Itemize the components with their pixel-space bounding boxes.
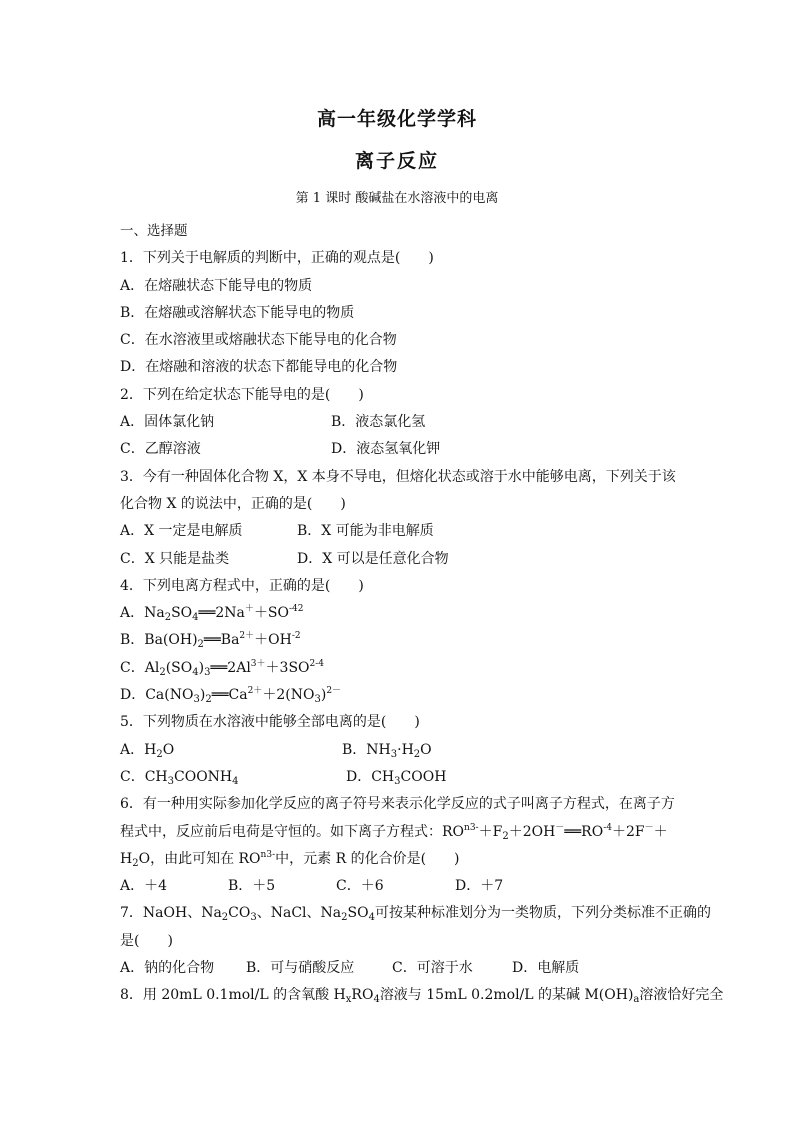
subscript: 4 xyxy=(373,994,380,1006)
subscript: 2 xyxy=(132,857,139,869)
formula-text: 溶液与 15mL 0.2mol/L 的某碱 M(OH) xyxy=(379,987,634,1004)
question-1-stem: 1．下列关于电解质的判断中，正确的观点是( ) xyxy=(120,250,434,267)
formula-text: B．NH xyxy=(342,741,391,758)
superscript: 2＋ xyxy=(239,631,255,642)
formula-text: 8．用 20mL 0.1mol/L 的含氧酸 H xyxy=(120,987,346,1004)
formula-text: D．Ca(NO xyxy=(120,687,194,704)
question-7-options xyxy=(120,955,680,982)
formula-text: COOH xyxy=(400,768,447,785)
superscript: n3- xyxy=(464,822,479,833)
formula-text: ) xyxy=(320,687,327,704)
formula-text: ) xyxy=(199,687,206,704)
subscript: 2 xyxy=(221,912,229,924)
formula-text: C．CH xyxy=(120,768,168,785)
question-5-options-row-1 xyxy=(120,737,680,764)
formula-text: C．Al xyxy=(120,659,160,676)
formula-text: ＋ xyxy=(653,823,668,840)
formula-text: O xyxy=(162,741,175,758)
formula-text: A．H xyxy=(120,741,157,758)
question-2-options-row-1 xyxy=(120,409,680,436)
question-6-option-d: D．＋7 xyxy=(455,878,504,895)
subscript: 3 xyxy=(394,775,401,787)
chapter-title: 离子反应 xyxy=(354,150,439,172)
question-3-option-d: D．X 可以是任意化合物 xyxy=(297,550,449,567)
question-5-option-c xyxy=(120,764,346,791)
subscript: 2 xyxy=(205,694,212,706)
subscript: 3 xyxy=(167,775,175,787)
formula-text: 可按某种标准划分为一类物质，下列分类标准不正确的 xyxy=(374,905,711,922)
question-body xyxy=(120,218,724,1010)
superscript: 2＋ xyxy=(247,686,263,697)
formula-text: H xyxy=(120,850,133,867)
subscript: 2 xyxy=(341,912,348,924)
question-7-stem-line-1 xyxy=(120,900,711,927)
question-4-option-a xyxy=(120,600,680,627)
question-1-option-b: B．在熔融或溶解状态下能导电的物质 xyxy=(120,304,355,321)
formula-text: ══RO xyxy=(564,823,604,840)
section-heading: 一、选择题 xyxy=(120,223,188,239)
formula-text: ══Ba xyxy=(203,632,240,649)
subscript: a xyxy=(633,994,640,1006)
question-2-options-row-2 xyxy=(120,436,680,463)
question-6-stem-line-3 xyxy=(120,846,680,873)
formula-text: ＋2OH xyxy=(508,823,556,840)
formula-text: O，由此可知在 RO xyxy=(138,850,261,867)
formula-text: ＋2(NO xyxy=(262,687,315,704)
formula-text: ══2Na xyxy=(198,605,245,622)
subscript: 4 xyxy=(192,612,199,624)
question-1-option-d: D．在熔融和溶液的状态下都能导电的化合物 xyxy=(120,359,398,376)
formula-text: 程式中，反应前后电荷是守恒的。如下离子方程式：RO xyxy=(120,823,465,840)
subscript: 2 xyxy=(197,639,204,651)
formula-text: ══Ca xyxy=(211,687,248,704)
question-6-stem-line-1: 6．有一种用实际参加化学反应的离子符号来表示化学反应的式子叫离子方程式，在离子方 xyxy=(120,796,675,813)
subscript: 4 xyxy=(232,775,239,787)
question-6-stem-line-2 xyxy=(120,819,680,846)
formula-text: COONH xyxy=(174,768,233,785)
question-3-option-c: C．X 只能是盐类 xyxy=(120,550,230,567)
question-3-options-row-2 xyxy=(120,546,680,573)
lesson-title: 第 1 课时 酸碱盐在水溶液中的电离 xyxy=(295,191,499,206)
superscript: 2-4 xyxy=(309,658,325,669)
question-4-option-b xyxy=(120,627,680,654)
formula-text: 、NaCl、Na xyxy=(256,905,342,922)
question-4-option-d xyxy=(120,682,680,709)
question-5-stem: 5．下列物质在水溶液中能够全部电离的是( ) xyxy=(120,714,420,731)
question-6-option-c: C．＋6 xyxy=(336,878,384,895)
question-2-option-d: D．液态氢氧化钾 xyxy=(331,441,441,458)
question-5-option-a xyxy=(120,737,342,764)
formula-text: ＋F xyxy=(478,823,503,840)
question-4-stem: 4．下列电离方程式中，正确的是( ) xyxy=(120,577,364,594)
superscript: -2 xyxy=(291,631,301,642)
formula-text: ＋OH xyxy=(254,632,292,649)
question-1-option-a: A．在熔融状态下能导电的物质 xyxy=(120,277,313,294)
question-2-option-a: A．固体氯化钠 xyxy=(120,414,215,431)
question-2-option-c: C．乙醇溶液 xyxy=(120,441,201,458)
formula-text: B．Ba(OH) xyxy=(120,632,198,649)
subscript: 3 xyxy=(204,666,211,678)
question-6-option-b: B．＋5 xyxy=(228,878,276,895)
document-title: 高一年级化学学科 xyxy=(316,108,477,130)
question-6-option-a: A．＋4 xyxy=(120,878,168,895)
formula-text: ·H xyxy=(397,741,414,758)
subscript: 4 xyxy=(192,666,199,678)
subscript: 4 xyxy=(368,912,375,924)
formula-text: 中，元素 R 的化合价是( ) xyxy=(275,850,460,867)
subscript: 2 xyxy=(502,830,509,842)
formula-text: ) xyxy=(198,659,205,676)
formula-text: CO xyxy=(228,905,251,922)
question-4-option-c xyxy=(120,655,680,682)
formula-text: ＋2F xyxy=(611,823,645,840)
formula-text: O xyxy=(420,741,432,758)
formula-text: ＋SO xyxy=(253,605,290,622)
subscript: 2 xyxy=(164,612,172,624)
question-7-stem-line-2: 是( ) xyxy=(120,932,173,949)
subscript: 2 xyxy=(156,748,163,760)
question-3-options-row-1 xyxy=(120,518,680,545)
question-7-option-b: B．可与硝酸反应 xyxy=(246,960,355,977)
subscript: 2 xyxy=(159,666,166,678)
question-2-option-b: B．液态氯化氢 xyxy=(331,414,426,431)
subscript: 3 xyxy=(390,748,398,760)
superscript: 3＋ xyxy=(250,658,266,669)
question-7-option-a: A．钠的化合物 xyxy=(120,960,215,977)
formula-text: SO xyxy=(347,905,369,922)
formula-text: ＋3SO xyxy=(265,659,310,676)
question-3-option-b: B．X 可能为非电解质 xyxy=(297,523,434,540)
superscript: n3- xyxy=(260,849,276,860)
subscript: 3 xyxy=(250,912,257,924)
superscript: － xyxy=(555,822,565,833)
superscript: -42 xyxy=(289,604,304,615)
formula-text: A．Na xyxy=(120,605,165,622)
subscript: x xyxy=(345,994,352,1006)
question-3-stem-line-2: 化合物 X 的说法中，正确的是( ) xyxy=(120,495,346,512)
formula-text: SO xyxy=(171,605,193,622)
subscript: 2 xyxy=(413,748,421,760)
superscript: ＋ xyxy=(244,604,254,615)
question-7-option-d: D．电解质 xyxy=(512,960,580,977)
question-1-option-c: C．在水溶液里或熔融状态下能导电的化合物 xyxy=(120,332,397,349)
question-3-option-a: A．X 一定是电解质 xyxy=(120,523,243,540)
superscript: 2－ xyxy=(326,686,342,697)
question-5-option-d xyxy=(346,764,446,791)
question-3-stem-line-1: 3．今有一种固体化合物 X，X 本身不导电，但熔化状态或溶于水中能够电离，下列关于该 xyxy=(120,468,676,485)
question-8-stem-line-1 xyxy=(120,982,724,1009)
question-7-option-c: C．可溶于水 xyxy=(392,960,473,977)
superscript: － xyxy=(644,822,654,833)
question-5-options-row-2 xyxy=(120,764,680,791)
formula-text: (SO xyxy=(165,659,193,676)
formula-text: D．CH xyxy=(346,768,395,785)
formula-text: 7．NaOH、Na xyxy=(120,905,222,922)
subscript: 3 xyxy=(193,694,200,706)
formula-text: 溶液恰好完全 xyxy=(639,987,724,1004)
formula-text: RO xyxy=(351,987,374,1004)
question-5-option-b xyxy=(342,737,432,764)
formula-text: ══2Al xyxy=(210,659,251,676)
superscript: -4 xyxy=(603,822,612,833)
question-6-options xyxy=(120,873,680,900)
question-2-stem: 2．下列在给定状态下能导电的是( ) xyxy=(120,386,364,403)
subscript: 3 xyxy=(314,694,321,706)
